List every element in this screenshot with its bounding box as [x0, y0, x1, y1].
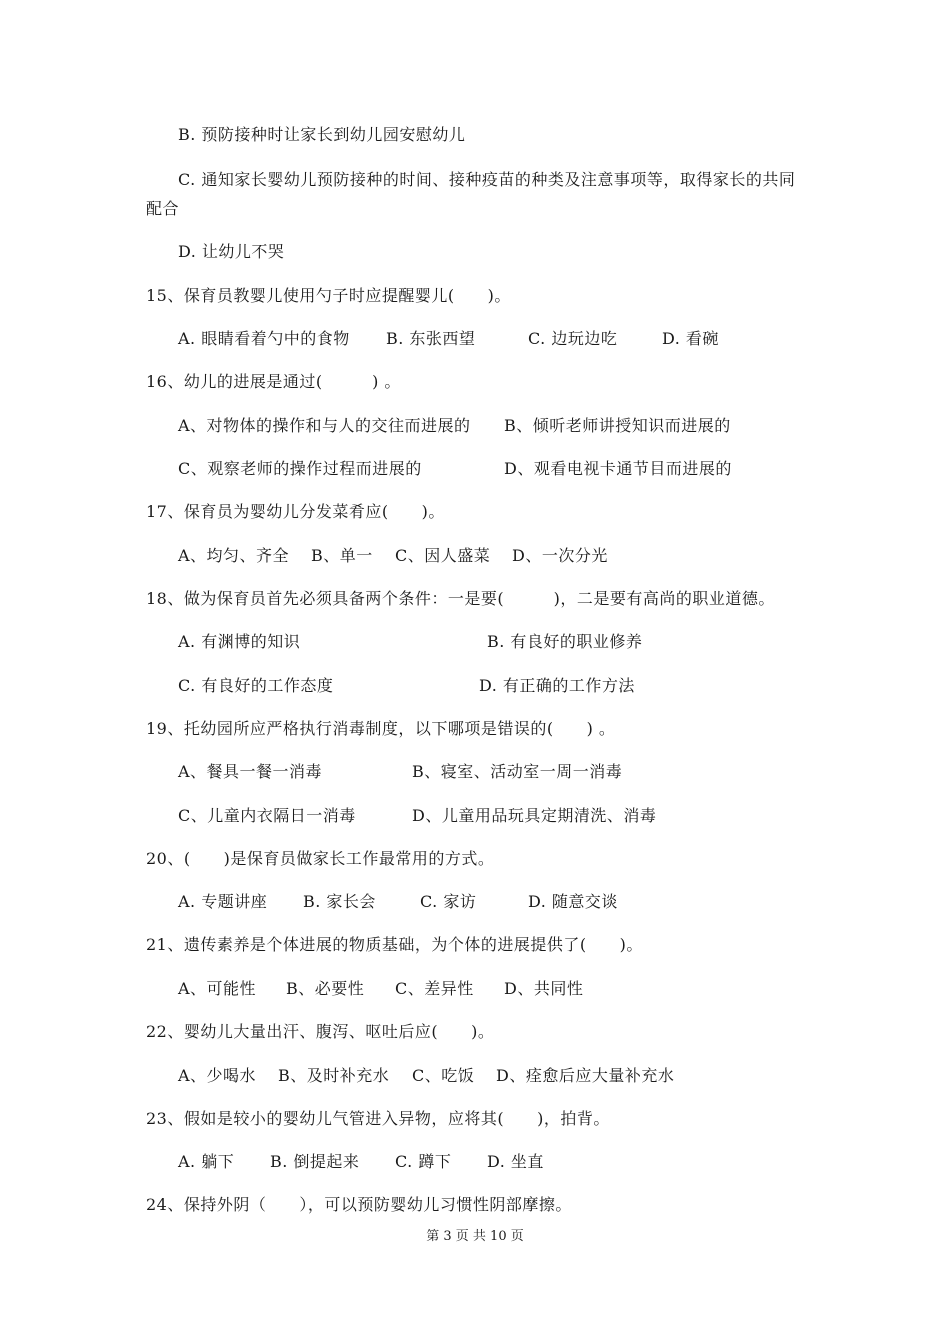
q14-option-d: D. 让幼儿不哭 — [178, 242, 285, 261]
q19-option-a: A、餐具一餐一消毒 — [178, 762, 323, 781]
q18-option-b: B. 有良好的职业修养 — [487, 632, 643, 651]
page-number-footer: 第 3 页 共 10 页 — [426, 1229, 524, 1244]
q22-option-a: A、少喝水 — [178, 1066, 257, 1085]
q14-option-b: B. 预防接种时让家长到幼儿园安慰幼儿 — [178, 125, 466, 144]
q17-stem: 17、保育员为婴幼儿分发菜肴应( )。 — [146, 502, 445, 521]
q24-stem: 24、保持外阴（ ），可以预防婴幼儿习惯性阴部摩擦。 — [146, 1195, 572, 1214]
q19-stem: 19、托幼园所应严格执行消毒制度，以下哪项是错误的( ) 。 — [146, 719, 616, 738]
q19-option-c: C、儿童内衣隔日一消毒 — [178, 806, 356, 825]
q20-option-a: A. 专题讲座 — [178, 892, 268, 911]
q21-option-b: B、必要性 — [286, 979, 365, 998]
q21-option-c: C、差异性 — [395, 979, 474, 998]
q19-option-d: D、儿童用品玩具定期清洗、消毒 — [412, 806, 657, 825]
q15-option-b: B. 东张西望 — [386, 329, 476, 348]
q23-option-d: D. 坐直 — [487, 1152, 544, 1171]
q21-option-d: D、共同性 — [504, 979, 584, 998]
q16-option-b: B、倾听老师讲授知识而进展的 — [504, 416, 731, 435]
q14-option-c-line2: 配合 — [146, 199, 180, 218]
q21-option-a: A、可能性 — [178, 979, 257, 998]
q23-option-c: C. 蹲下 — [395, 1152, 452, 1171]
q22-stem: 22、婴幼儿大量出汗、腹泻、呕吐后应( )。 — [146, 1022, 495, 1041]
q17-option-b: B、单一 — [311, 546, 373, 565]
q17-option-d: D、一次分光 — [512, 546, 608, 565]
q18-option-c: C. 有良好的工作态度 — [178, 676, 334, 695]
q15-stem: 15、保育员教婴儿使用勺子时应提醒婴儿( )。 — [146, 286, 511, 305]
q17-option-c: C、因人盛菜 — [395, 546, 491, 565]
q20-option-b: B. 家长会 — [303, 892, 376, 911]
q18-option-d: D. 有正确的工作方法 — [479, 676, 635, 695]
q16-stem: 16、幼儿的进展是通过( ) 。 — [146, 372, 401, 391]
q23-option-a: A. 躺下 — [178, 1152, 235, 1171]
q23-stem: 23、假如是较小的婴幼儿气管进入异物，应将其( )，拍背。 — [146, 1109, 610, 1128]
q16-option-c: C、观察老师的操作过程而进展的 — [178, 459, 422, 478]
q22-option-b: B、及时补充水 — [278, 1066, 390, 1085]
q14-option-c-line1: C. 通知家长婴幼儿预防接种的时间、接种疫苗的种类及注意事项等，取得家长的共同 — [178, 170, 796, 189]
q20-stem: 20、( )是保育员做家长工作最常用的方式。 — [146, 849, 495, 868]
q17-option-a: A、均匀、齐全 — [178, 546, 290, 565]
q15-option-c: C. 边玩边吃 — [528, 329, 618, 348]
q15-option-a: A. 眼睛看着勺中的食物 — [178, 329, 350, 348]
q22-option-c: C、吃饭 — [412, 1066, 475, 1085]
q23-option-b: B. 倒提起来 — [270, 1152, 360, 1171]
q15-option-d: D. 看碗 — [662, 329, 719, 348]
q18-option-a: A. 有渊博的知识 — [178, 632, 301, 651]
q16-option-a: A、对物体的操作和与人的交往而进展的 — [178, 416, 471, 435]
q20-option-d: D. 随意交谈 — [528, 892, 618, 911]
q20-option-c: C. 家访 — [420, 892, 477, 911]
q21-stem: 21、遗传素养是个体进展的物质基础，为个体的进展提供了( )。 — [146, 935, 643, 954]
q22-option-d: D、痊愈后应大量补充水 — [496, 1066, 675, 1085]
q18-stem: 18、做为保育员首先必须具备两个条件：一是要( )，二是要有高尚的职业道德。 — [146, 589, 775, 608]
q16-option-d: D、观看电视卡通节目而进展的 — [504, 459, 732, 478]
q19-option-b: B、寝室、活动室一周一消毒 — [412, 762, 623, 781]
